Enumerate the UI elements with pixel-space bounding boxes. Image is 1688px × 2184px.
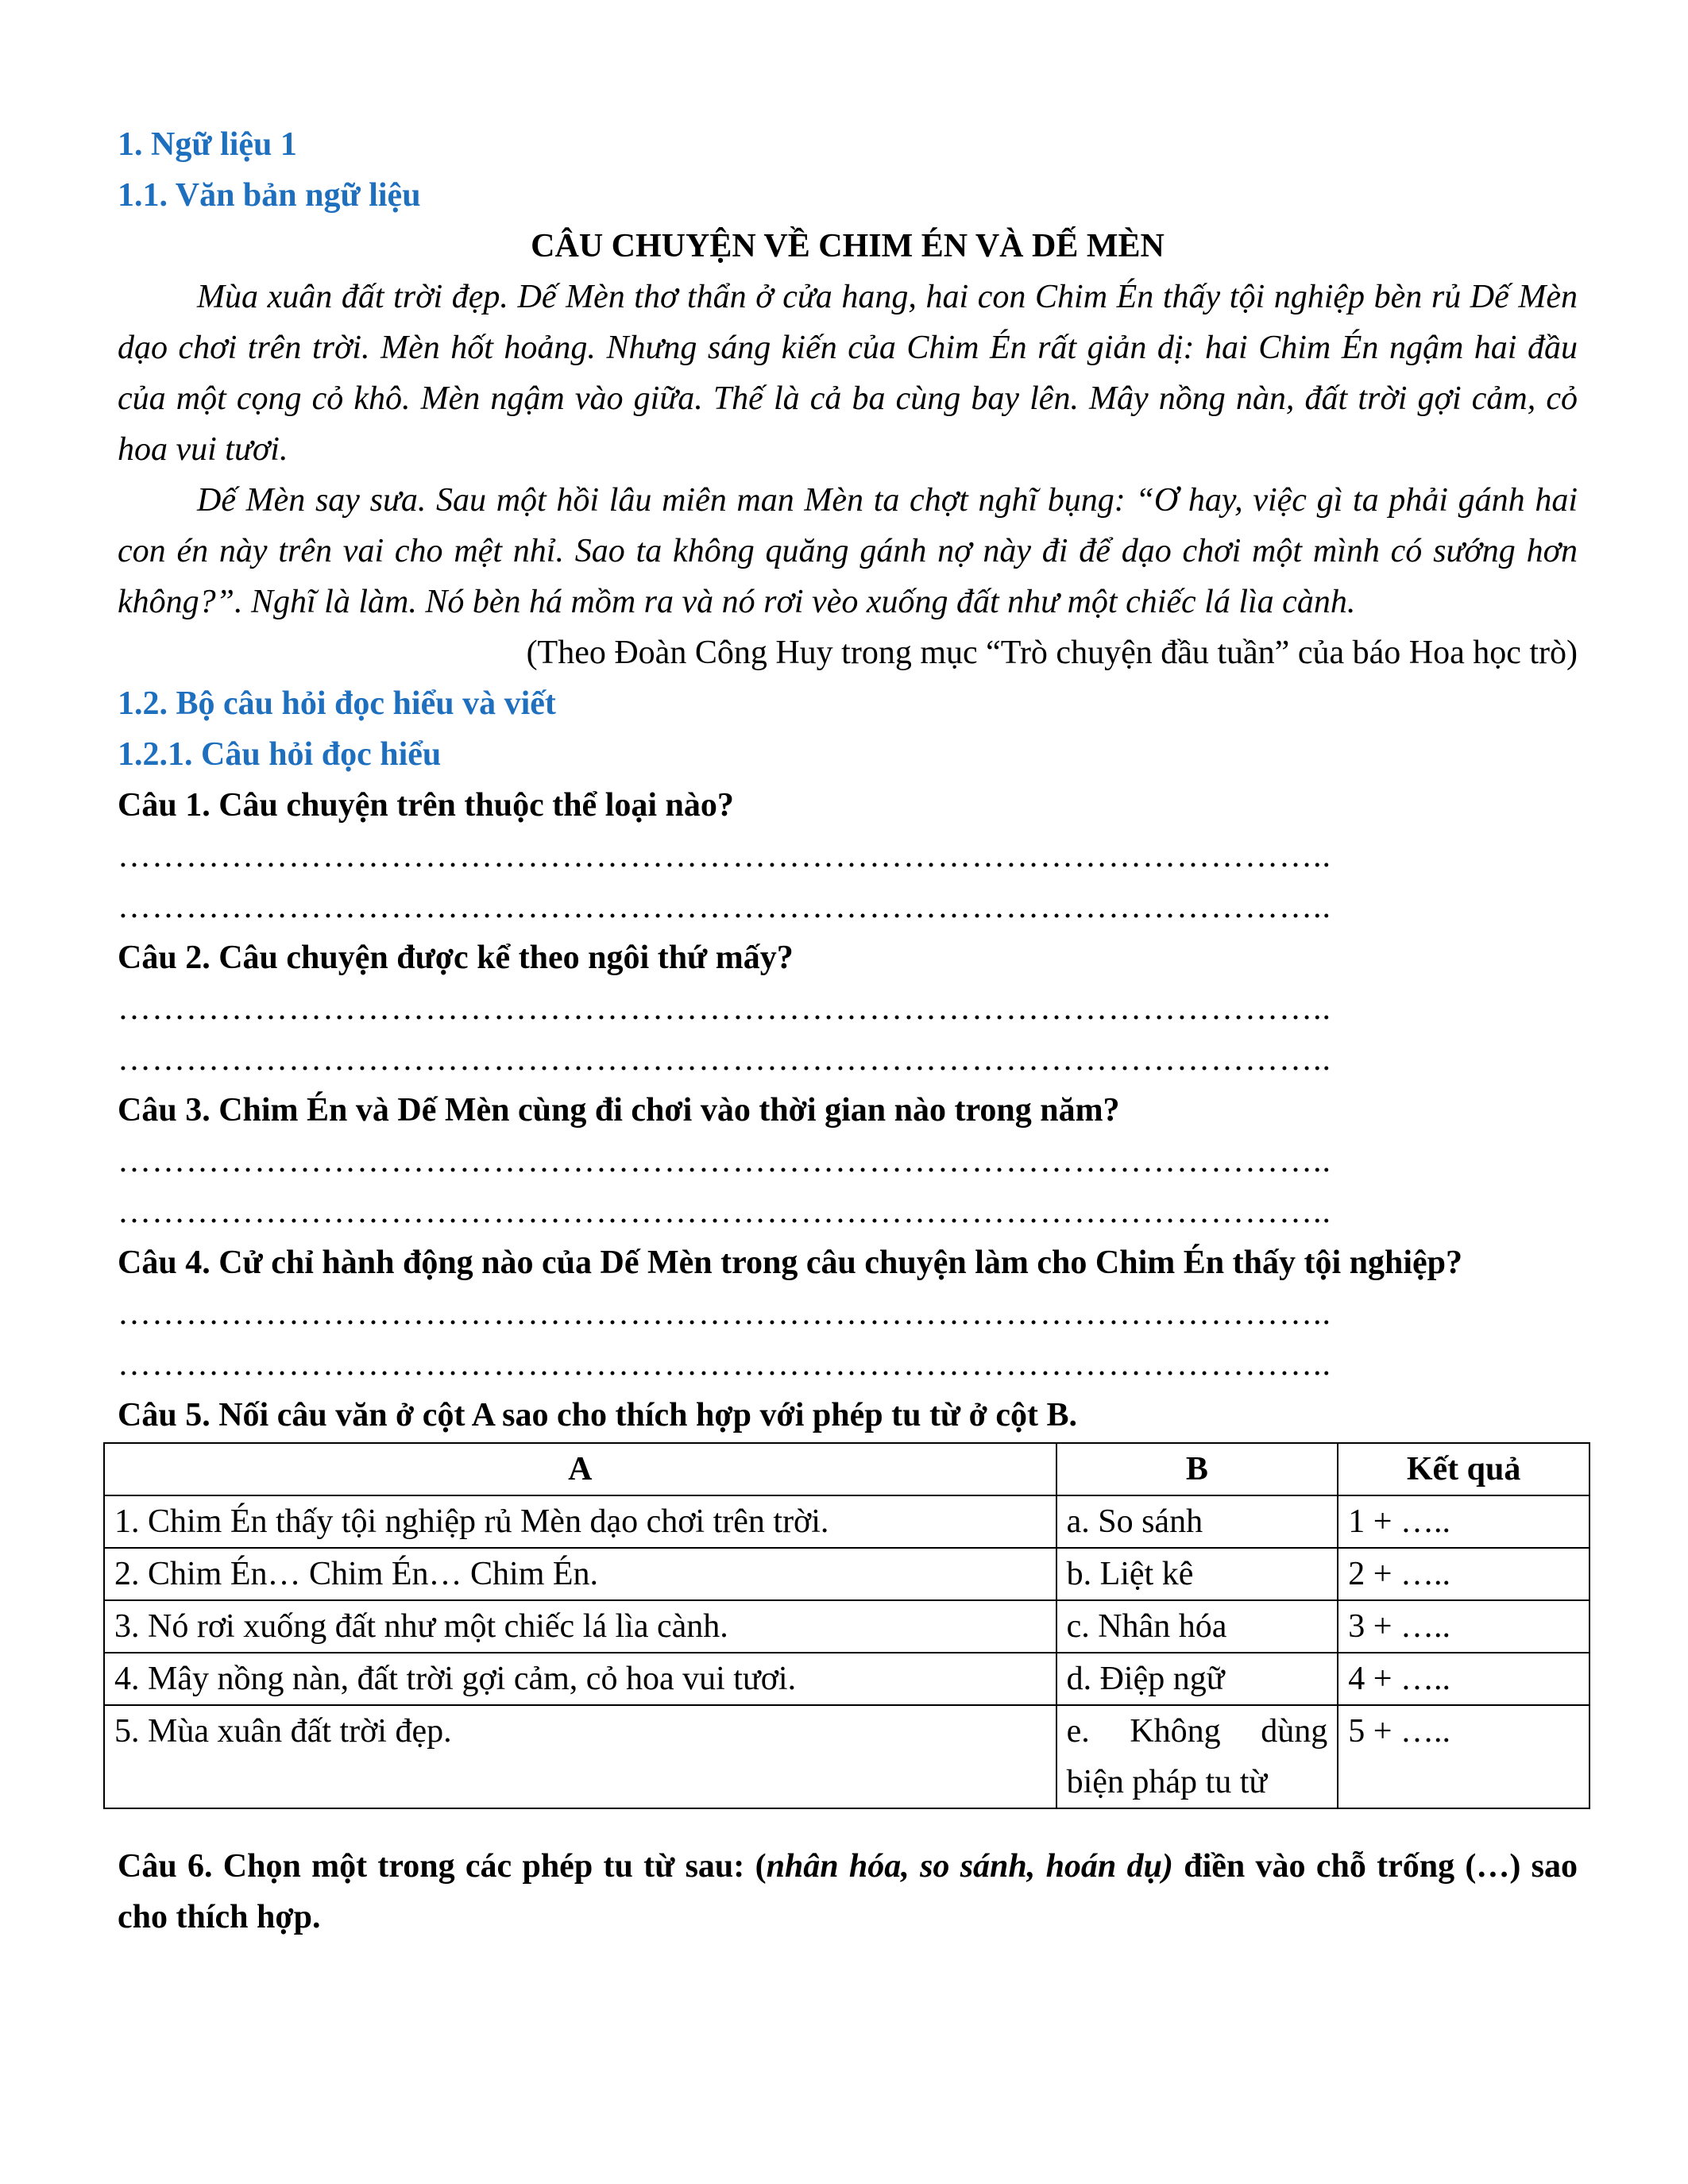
table-cell: 5 + ….. [1338,1705,1590,1808]
answer-line: …………………………………………………………………………………………….. [118,889,1331,925]
answer-line: …………………………………………………………………………………………….. [118,1194,1331,1230]
table-row [104,1600,1590,1653]
section-heading-1-2-1: 1.2.1. Câu hỏi đọc hiểu [118,736,442,773]
table-header-row [104,1443,1590,1495]
question-2: Câu 2. Câu chuyện được kể theo ngôi thứ mấy? [118,940,794,976]
table-cell: 1. Chim Én thấy tội nghiệp rủ Mèn dạo chơi trên trời. [104,1495,1056,1548]
question-1: Câu 1. Câu chuyện trên thuộc thể loại nào? [118,787,734,824]
column-header-b: B [1056,1443,1338,1495]
story-title: CÂU CHUYỆN VỀ CHIM ÉN VÀ DẾ MÈN [531,228,1165,264]
question-6-options: nhân hóa, so sánh, hoán dụ) [766,1848,1173,1885]
table-cell: d. Điệp ngữ [1056,1653,1338,1705]
worksheet-page [114,119,1578,1943]
table-cell: 2 + ….. [1338,1548,1590,1600]
answer-line: …………………………………………………………………………………………….. [118,990,1331,1027]
column-header-result: Kết quả [1338,1443,1590,1495]
section-heading-1-1: 1.1. Văn bản ngữ liệu [118,177,421,214]
table-cell: 4 + ….. [1338,1653,1590,1705]
table-cell: e. Không dùng biện pháp tu từ [1056,1705,1338,1808]
story-source: (Theo Đoàn Công Huy trong mục “Trò chuyện đầu tuần” của báo Hoa học trò) [526,635,1578,671]
table-cell: 3. Nó rơi xuống đất như một chiếc lá lìa cành. [104,1600,1056,1653]
section-heading-1: 1. Ngữ liệu 1 [118,126,297,163]
story-paragraph-1: Mùa xuân đất trời đẹp. Dế Mèn thơ thẩn ở cửa hang, hai con Chim Én thấy tội nghiệp bèn rủ Dế Mèn dạo chơi trên trời. Mèn hốt hoảng. Nhưng sáng kiến của Chim Én rất giản dị: hai Chim Én ngậm hai đầu của một cọng cỏ khô. Mèn ngậm vào giữa. Thế là cả ba cùng bay lên. Mây nồng nàn, đất trời gợi cảm, cỏ hoa vui tươi. [118,279,1578,468]
table-row [104,1653,1590,1705]
answer-line: …………………………………………………………………………………………….. [118,838,1331,874]
table-row [104,1548,1590,1600]
table-cell: 3 + ….. [1338,1600,1590,1653]
table-cell: b. Liệt kê [1056,1548,1338,1600]
table-row [104,1495,1590,1548]
table-row [104,1705,1590,1808]
section-heading-1-2: 1.2. Bộ câu hỏi đọc hiểu và viết [118,685,556,722]
question-4: Câu 4. Cử chỉ hành động nào của Dế Mèn trong câu chuyện làm cho Chim Én thấy tội nghiệp? [118,1244,1463,1281]
question-6-part-1: Câu 6. Chọn một trong các phép tu từ sau: ( [118,1848,767,1885]
answer-line: …………………………………………………………………………………………….. [118,1346,1331,1383]
table-cell: 5. Mùa xuân đất trời đẹp. [104,1705,1056,1808]
matching-table [103,1442,1590,1809]
question-3: Câu 3. Chim Én và Dế Mèn cùng đi chơi vào thời gian nào trong năm? [118,1092,1120,1129]
question-6-part-2: điền vào chỗ trống (…) sao cho thích hợp. [118,1848,1578,1935]
table-cell: 2. Chim Én… Chim Én… Chim Én. [104,1548,1056,1600]
table-cell: 1 + ….. [1338,1495,1590,1548]
table-cell: c. Nhân hóa [1056,1600,1338,1653]
story-paragraph-2: Dế Mèn say sưa. Sau một hồi lâu miên man Mèn ta chợt nghĩ bụng: “Ơ hay, việc gì ta phải gánh hai con én này trên vai cho mệt nhỉ. Sao ta không quăng gánh nợ này đi để dạo chơi một mình có sướng hơn không?”. Nghĩ là làm. Nó bèn há mồm ra và nó rơi vèo xuống đất như một chiếc lá lìa cành. [118,482,1578,620]
answer-line: …………………………………………………………………………………………….. [118,1143,1331,1179]
column-header-a: A [104,1443,1056,1495]
question-6 [118,1841,1578,1943]
question-5: Câu 5. Nối câu văn ở cột A sao cho thích hợp với phép tu từ ở cột B. [118,1397,1078,1433]
answer-line: …………………………………………………………………………………………….. [118,1295,1331,1332]
answer-line: …………………………………………………………………………………………….. [118,1041,1331,1078]
table-cell: 4. Mây nồng nàn, đất trời gợi cảm, cỏ hoa vui tươi. [104,1653,1056,1705]
table-cell: a. So sánh [1056,1495,1338,1548]
